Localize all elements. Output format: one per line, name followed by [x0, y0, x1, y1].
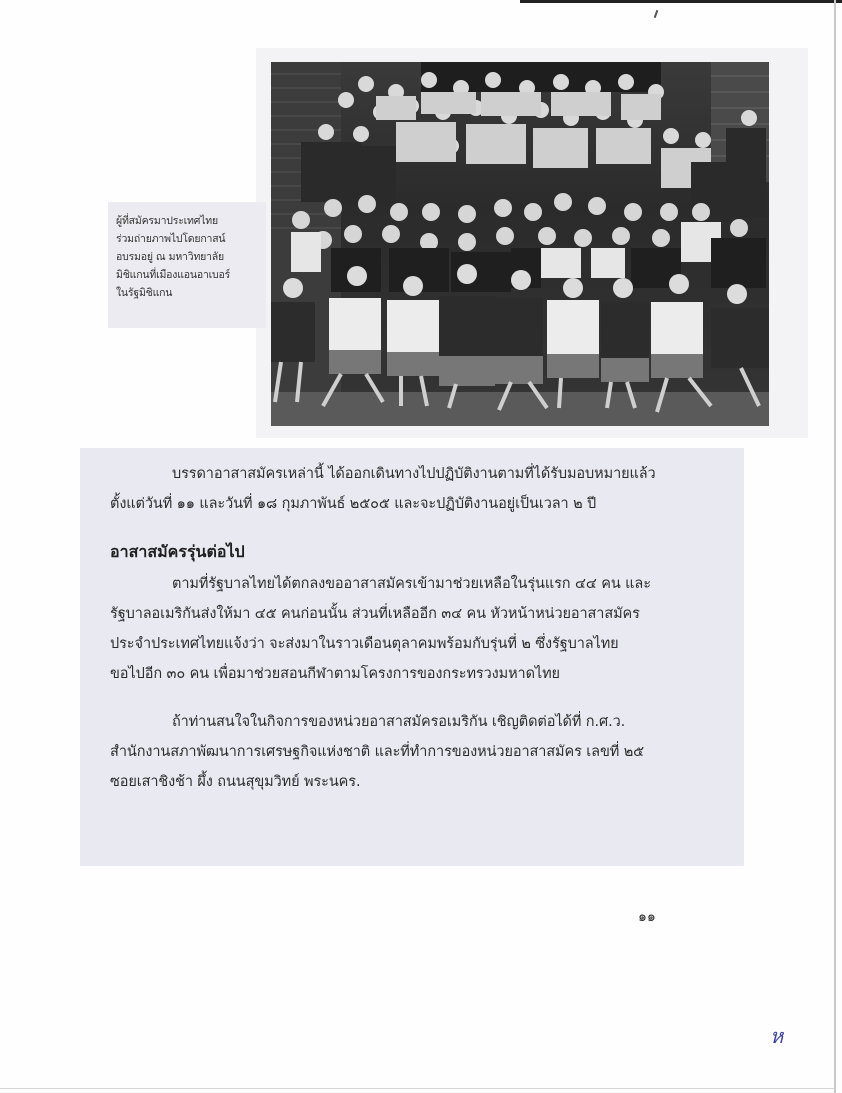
scan-edge-top — [520, 0, 842, 3]
paragraph-contact — [110, 707, 644, 797]
section-heading: อาสาสมัครรุ่นต่อไป — [110, 542, 245, 561]
text-line: ถ้าท่านสนใจในกิจการของหน่วยอาสาสมัครอเมริกัน เชิญติดต่อได้ที่ ก.ศ.ว. — [172, 714, 626, 730]
text-line: ขอไปอีก ๓๐ คน เพื่อมาช่วยสอนกีฬาตามโครงการของกระทรวงมหาดไทย — [110, 666, 560, 682]
paragraph-next-volunteers — [110, 569, 651, 689]
caption-line: ร่วมถ่ายภาพไปโดยกาสน์ — [116, 233, 226, 245]
group-photo-illustration — [271, 62, 769, 426]
scan-edge-right — [834, 0, 836, 1093]
paragraph-departure — [110, 459, 656, 519]
text-line: รัฐบาลอเมริกันส่งให้มา ๔๕ คนก่อนนั้น ส่วนที่เหลืออีก ๓๔ คน หัวหน้าหน่วยอาสาสมัคร — [110, 606, 640, 622]
caption-line: ในรัฐมิชิแกน — [116, 287, 173, 299]
photo-caption — [116, 212, 266, 302]
page-number: ๑๑ — [638, 909, 656, 925]
text-line: ตามที่รัฐบาลไทยได้ตกลงขออาสาสมัครเข้ามาช่วยเหลือในรุ่นแรก ๔๔ คน และ — [172, 576, 651, 592]
caption-line: มิชิแกนที่เมืองแอนอาเบอร์ — [116, 269, 231, 281]
text-line: บรรดาอาสาสมัครเหล่านี้ ได้ออกเดินทางไปปฏิบัติงานตามที่ได้รับมอบหมายแล้ว — [172, 466, 656, 482]
text-line: ซอยเสาชิงช้า ผึ้ง ถนนสุขุมวิทย์ พระนคร. — [110, 774, 361, 790]
text-line: ตั้งแต่วันที่ ๑๑ และวันที่ ๑๘ กุมภาพันธ์ ๒๕๐๕ และจะปฏิบัติงานอยู่เป็นเวลา ๒ ปี — [110, 496, 597, 512]
group-photo — [271, 62, 769, 426]
caption-line: อบรมอยู่ ณ มหาวิทยาลัย — [116, 251, 224, 263]
handwritten-mark: ห — [770, 1024, 784, 1048]
text-line: ประจำประเทศไทยแจ้งว่า จะส่งมาในราวเดือนตุลาคมพร้อมกับรุ่นที่ ๒ ซึ่งรัฐบาลไทย — [110, 636, 619, 652]
caption-line: ผู้ที่สมัครมาประเทศไทย — [116, 215, 218, 227]
text-line: สำนักงานสภาพัฒนาการเศรษฐกิจแห่งชาติ และที่ทำการของหน่วยอาสาสมัคร เลขที่ ๒๕ — [110, 744, 645, 760]
scan-edge-bottom — [0, 1088, 834, 1089]
scan-mark — [654, 10, 659, 18]
